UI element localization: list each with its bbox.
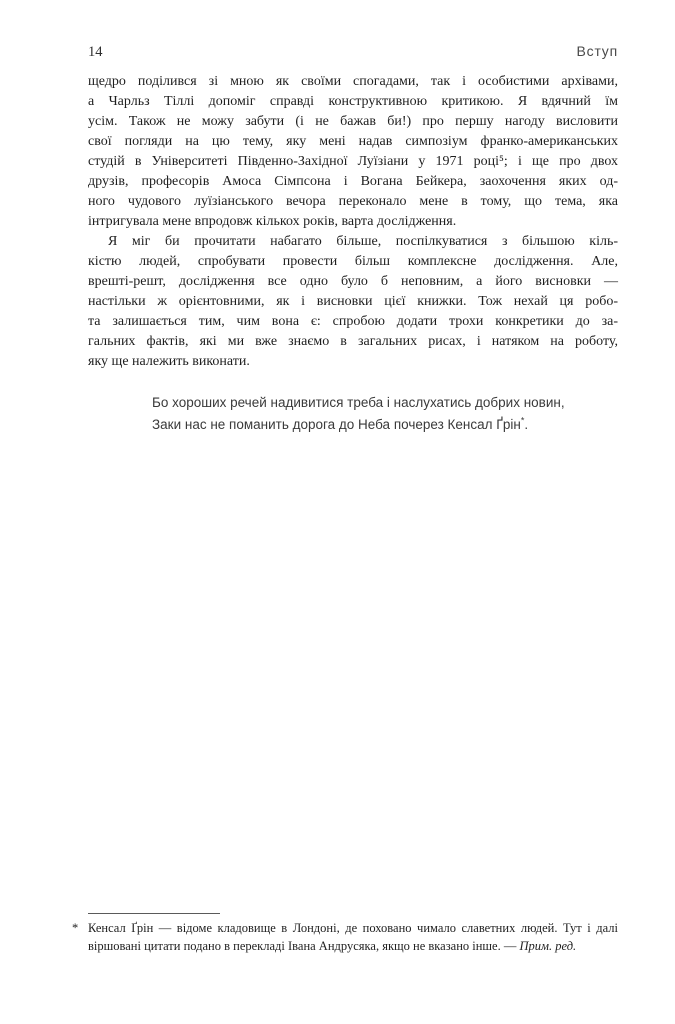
- text-line: та залишається тим, чим вона є: спробою додати трохи конкретики до за-: [88, 314, 618, 329]
- text-line: Я міг би прочитати набагато більше, поспілкуватися з більшою кіль-: [108, 234, 618, 249]
- text-line: ного чудового луїзіанського вечора переконало мене в тому, що тема, яка: [88, 194, 618, 209]
- paragraph-1: [88, 72, 618, 232]
- body-text: [0, 72, 675, 372]
- text-line: друзів, професорів Амоса Сімпсона і Вогана Бейкера, заохочення яких од-: [88, 174, 618, 189]
- text-line: яку ще належить виконати.: [88, 354, 250, 369]
- running-title: Вступ: [576, 43, 618, 59]
- footnote-area: [72, 913, 618, 955]
- page-number: 14: [88, 44, 103, 60]
- verse-line: [152, 414, 635, 436]
- verse-line-period: .: [524, 417, 529, 432]
- text-line: гальних фактів, які ми вже знаємо в загальних рисах, і натяком на роботу,: [88, 334, 618, 349]
- verse-line-text: Заки нас не поманить дорога до Неба почерез Кенсал Ґрін: [152, 417, 521, 432]
- text-line: усім. Також не можу забути (і не бажав би!) про першу нагоду висловити: [88, 114, 618, 129]
- footnote-text: Кенсал Ґрін — відоме кладовище в Лондоні, де поховано чимало славетних людей. Тут і далі віршовані цитати подано в перекладі Івана Андрусяка, якщо не вказано інше. —: [88, 921, 618, 953]
- footnote: [72, 920, 618, 955]
- paragraph-2: [88, 232, 618, 372]
- footnote-attribution: Прим. ред.: [519, 938, 577, 953]
- text-line: кістю людей, спробувати провести більш комплексне дослідження. Але,: [88, 254, 618, 269]
- text-line: врешті-решт, дослідження все одно було б неповним, а його висновки —: [88, 274, 618, 289]
- verse-line: Бо хороших речей надивитися треба і наслухатись добрих новин,: [152, 395, 565, 410]
- text-line: студій в Університеті Південно-Західної Луїзіани у 1971 році⁵; і ще про двох: [88, 154, 618, 169]
- text-line: свої погляди на цю тему, яку мені надав симпозіум франко-американських: [88, 134, 618, 149]
- footnote-marker: *: [72, 921, 79, 935]
- text-line: інтригувала мене впродовж кількох років, варта дослідження.: [88, 214, 457, 229]
- text-line: настільки ж орієнтовними, як і висновки цієї книжки. Тож нехай ця робо-: [88, 294, 618, 309]
- footnote-reference-asterisk: *: [520, 415, 525, 426]
- page-header: [0, 0, 675, 62]
- verse-quote: [0, 392, 675, 436]
- text-line: а Чарльз Тіллі допоміг справді конструктивною критикою. Я вдячний їм: [88, 94, 618, 109]
- footnote-rule: [88, 913, 220, 914]
- text-line: щедро поділився зі мною як своїми спогадами, так і особистими архівами,: [88, 74, 618, 89]
